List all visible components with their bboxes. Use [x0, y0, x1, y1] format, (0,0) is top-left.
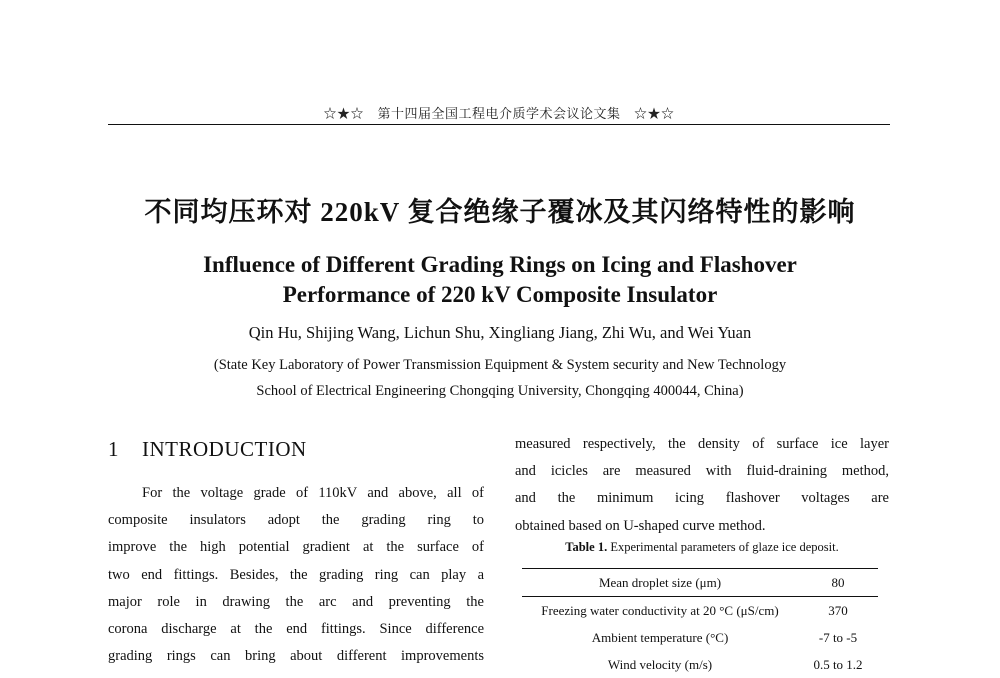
table-cell-value: 80 — [831, 574, 845, 590]
paragraph-line: two end fittings. Besides, the grading ring can play a — [108, 566, 484, 583]
paragraph-line: grading rings can bring about different improvements — [108, 648, 484, 665]
paragraph-line: For the voltage grade of 110kV and above, all of — [142, 485, 484, 501]
parameters-table — [522, 568, 878, 678]
paragraph-line: measured respectively, the density of surface ice layer — [515, 436, 889, 452]
table-row — [522, 569, 878, 597]
affiliation — [100, 352, 900, 404]
running-header: ☆★☆ 第十四届全国工程电介质学术会议论文集 ☆★☆ — [323, 106, 675, 121]
table-row — [522, 651, 878, 678]
table-cell-value: -7 to -5 — [818, 629, 858, 645]
table-cell-param: Ambient temperature (°C) — [591, 629, 729, 645]
section-heading — [108, 437, 307, 462]
english-title — [100, 250, 900, 310]
chinese-title: 不同均压环对 220kV 复合绝缘子覆冰及其闪络特性的影响 — [144, 197, 856, 227]
table-row — [522, 624, 878, 651]
section-title: INTRODUCTION — [142, 437, 307, 461]
paragraph-line: and icicles are measured with fluid-draining method, — [515, 463, 889, 480]
paragraph-line: obtained based on U-shaped curve method. — [515, 517, 766, 534]
english-title-line-2: Performance of 220 kV Composite Insulator — [282, 282, 718, 307]
paragraph-line: and the minimum icing flashover voltages are — [515, 490, 889, 507]
table-caption — [515, 540, 889, 555]
english-title-line-1: Influence of Different Grading Rings on Icing and Flashover — [203, 252, 797, 277]
left-column-text — [108, 480, 484, 670]
table-caption-text: Experimental parameters of glaze ice deposit. — [610, 540, 839, 554]
table-cell-value: 370 — [828, 602, 848, 618]
table-row — [522, 597, 878, 625]
table-cell-value: 0.5 to 1.2 — [813, 656, 863, 672]
section-number: 1 — [108, 437, 119, 461]
right-column-text — [515, 431, 889, 540]
table-cell-param: Wind velocity (m/s) — [607, 656, 713, 672]
author-list: Qin Hu, Shijing Wang, Lichun Shu, Xingliang Jiang, Zhi Wu, and Wei Yuan — [248, 323, 752, 342]
paragraph-line: composite insulators adopt the grading ring to — [108, 512, 484, 529]
paragraph-line: major role in drawing the arc and preventing the — [108, 593, 484, 610]
header-rule — [108, 124, 890, 125]
table-cell-param: Mean droplet size (μm) — [598, 574, 722, 590]
table-caption-label: Table 1. — [565, 540, 608, 554]
affiliation-line-2: School of Electrical Engineering Chongqing University, Chongqing 400044, China) — [256, 383, 744, 399]
paragraph-line: corona discharge at the end fittings. Since difference — [108, 620, 484, 637]
affiliation-line-1: (State Key Laboratory of Power Transmission Equipment & System security and New Technology — [213, 357, 787, 373]
table-cell-param: Freezing water conductivity at 20 °C (μS/cm) — [541, 602, 779, 618]
paragraph-line: improve the high potential gradient at the surface of — [108, 539, 484, 556]
